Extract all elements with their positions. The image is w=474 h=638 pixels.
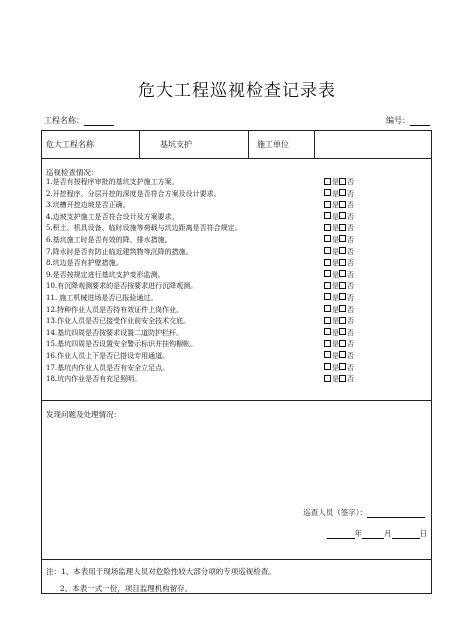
no-label: 否: [347, 351, 354, 360]
yes-checkbox-icon[interactable]: [324, 201, 331, 208]
no-checkbox-icon[interactable]: [339, 328, 346, 335]
project-name-field: [44, 115, 114, 126]
record-number-field: [386, 115, 430, 126]
yes-checkbox-icon[interactable]: [324, 235, 331, 242]
check-item-options: [324, 374, 354, 386]
yes-label: 是: [332, 201, 339, 210]
year-blank[interactable]: [327, 530, 355, 539]
inspection-form: [41, 130, 432, 594]
check-item-text: 16.作业人员上下是否已搭设专用通道。: [46, 351, 170, 360]
no-label: 否: [347, 282, 354, 291]
no-checkbox-icon[interactable]: [339, 293, 346, 300]
check-item-text: 6.基坑施工时是否有效的降、排水措施。: [46, 235, 172, 244]
yes-label: 是: [332, 270, 339, 279]
check-item-options: [324, 177, 354, 189]
check-item-text: 7.降水时是否有防止临近建筑物等沉降的措施。: [46, 247, 193, 256]
no-checkbox-icon[interactable]: [339, 340, 346, 347]
no-label: 否: [347, 212, 354, 221]
yes-checkbox-icon[interactable]: [324, 305, 331, 312]
check-item: [46, 328, 429, 340]
check-item-options: [324, 247, 354, 259]
yes-checkbox-icon[interactable]: [324, 178, 331, 185]
yes-label: 是: [332, 328, 339, 337]
yes-label: 是: [332, 293, 339, 302]
check-item-text: 11. 施工机械进场是否已报验通过。: [46, 293, 158, 302]
no-label: 否: [347, 293, 354, 302]
check-item-text: 12.特种作业人员是否持有效证件上岗作业。: [46, 305, 184, 314]
check-item-text: 1.是否有按程序审批的基坑支护施工方案。: [46, 178, 179, 186]
day-blank[interactable]: [392, 530, 420, 539]
no-checkbox-icon[interactable]: [339, 363, 346, 370]
no-checkbox-icon[interactable]: [339, 224, 346, 231]
hazard-project-value[interactable]: 基坑支护: [140, 131, 249, 158]
yes-label: 是: [332, 189, 339, 198]
check-item-options: [324, 363, 354, 375]
check-item: [46, 223, 429, 235]
year-label: 年: [354, 529, 362, 538]
no-label: 否: [347, 224, 354, 233]
check-item: [46, 293, 429, 305]
check-item-options: [324, 189, 354, 201]
check-item-text: 4.边坡支护施工是否符合设计及方案要求。: [46, 212, 179, 221]
yes-label: 是: [332, 305, 339, 314]
month-label: 月: [384, 529, 392, 538]
check-item: [46, 189, 429, 201]
check-item-options: [324, 316, 354, 328]
yes-checkbox-icon[interactable]: [324, 351, 331, 358]
yes-checkbox-icon[interactable]: [324, 212, 331, 219]
construction-unit-label: 施工单位: [249, 131, 315, 158]
check-item: [46, 212, 429, 224]
record-number-label: 编号：: [386, 116, 410, 125]
check-list: [46, 177, 429, 386]
yes-label: 是: [332, 235, 339, 244]
no-label: 否: [347, 375, 354, 384]
yes-checkbox-icon[interactable]: [324, 282, 331, 289]
construction-unit-value[interactable]: [315, 131, 431, 158]
no-checkbox-icon[interactable]: [339, 270, 346, 277]
yes-checkbox-icon[interactable]: [324, 259, 331, 266]
no-label: 否: [347, 201, 354, 210]
no-label: 否: [347, 247, 354, 256]
inspection-checks-section: [42, 159, 431, 401]
check-item: [46, 247, 429, 259]
yes-label: 是: [332, 375, 339, 384]
no-checkbox-icon[interactable]: [339, 259, 346, 266]
check-item: [46, 200, 429, 212]
yes-label: 是: [332, 224, 339, 233]
check-item-text: 15.基坑四周是否设置安全警示标识并挂钩橱帐。: [46, 340, 198, 349]
check-item-text: 2.开挖程序、分层开挖的深度是否符合方案及设计要求。: [46, 189, 221, 198]
yes-checkbox-icon[interactable]: [324, 375, 331, 382]
check-item-options: [324, 200, 354, 212]
check-item: [46, 281, 429, 293]
check-item: [46, 258, 429, 270]
no-label: 否: [347, 317, 354, 326]
check-item-options: [324, 223, 354, 235]
notes-section: [42, 560, 431, 593]
no-checkbox-icon[interactable]: [339, 178, 346, 185]
inspector-signature-field: [303, 507, 425, 518]
yes-label: 是: [332, 212, 339, 221]
yes-checkbox-icon[interactable]: [324, 189, 331, 196]
check-item-options: [324, 339, 354, 351]
record-number-blank[interactable]: [410, 117, 430, 126]
check-item-options: [324, 258, 354, 270]
yes-label: 是: [332, 247, 339, 256]
yes-checkbox-icon[interactable]: [324, 293, 331, 300]
check-item-options: [324, 235, 354, 247]
yes-checkbox-icon[interactable]: [324, 328, 331, 335]
check-item-options: [324, 212, 354, 224]
date-field: [327, 528, 428, 539]
check-item-options: [324, 351, 354, 363]
check-item: [46, 235, 429, 247]
hazard-project-label: 危大工程名称: [42, 131, 140, 158]
check-item-text: 18.坑内作业是否有充足照明。: [46, 375, 142, 384]
check-item-text: 13.作业人员是否已接受作业前安全技术交底。: [46, 317, 191, 326]
project-name-blank[interactable]: [84, 117, 114, 126]
yes-label: 是: [332, 259, 339, 268]
yes-checkbox-icon[interactable]: [324, 270, 331, 277]
check-item: [46, 351, 429, 363]
check-item-options: [324, 305, 354, 317]
check-item: [46, 316, 429, 328]
findings-section: [42, 401, 431, 560]
inspector-signature-label: 巡查人员（签字）：: [303, 508, 367, 517]
check-item: [46, 339, 429, 351]
check-item-options: [324, 281, 354, 293]
no-checkbox-icon[interactable]: [339, 247, 346, 254]
no-checkbox-icon[interactable]: [339, 235, 346, 242]
yes-checkbox-icon[interactable]: [324, 224, 331, 231]
project-name-label: 工程名称：: [44, 116, 84, 125]
check-item: [46, 270, 429, 282]
no-checkbox-icon[interactable]: [339, 305, 346, 312]
findings-title: 发现问题及处理情况：: [46, 410, 121, 419]
no-label: 否: [347, 328, 354, 337]
day-label: 日: [419, 529, 427, 538]
no-checkbox-icon[interactable]: [339, 201, 346, 208]
check-item-text: 3.坑槽开挖边坡是否正确。: [46, 201, 130, 210]
no-label: 否: [347, 363, 354, 372]
yes-label: 是: [332, 363, 339, 372]
check-item-text: 14.基坑四周是否按要求设置二道防护栏杆。: [46, 328, 184, 337]
yes-label: 是: [332, 317, 339, 326]
note-2: 2、本表一式一份，项目监理机构留存。: [60, 584, 193, 593]
month-blank[interactable]: [362, 530, 384, 539]
no-label: 否: [347, 270, 354, 279]
check-item: [46, 305, 429, 317]
note-1: 注：1、本表用于现场监理人员对危险性较大部分项的专项巡视检查。: [46, 567, 276, 576]
check-item: [46, 363, 429, 375]
no-label: 否: [347, 235, 354, 244]
no-checkbox-icon[interactable]: [339, 212, 346, 219]
no-checkbox-icon[interactable]: [339, 375, 346, 382]
no-checkbox-icon[interactable]: [339, 317, 346, 324]
page-title: 危大工程巡视检查记录表: [138, 81, 336, 101]
yes-checkbox-icon[interactable]: [324, 317, 331, 324]
yes-checkbox-icon[interactable]: [324, 340, 331, 347]
yes-label: 是: [332, 282, 339, 291]
check-item-options: [324, 328, 354, 340]
check-item-text: 9.是否按规定进行基坑支护变形监测。: [46, 270, 165, 279]
check-item-text: 17.基坑内作业人员是否有安全立足点。: [46, 363, 170, 372]
check-item: [46, 374, 429, 386]
no-label: 否: [347, 189, 354, 198]
yes-checkbox-icon[interactable]: [324, 247, 331, 254]
form-header-row: [42, 131, 431, 159]
yes-label: 是: [332, 351, 339, 360]
no-label: 否: [347, 178, 354, 186]
no-label: 否: [347, 340, 354, 349]
no-checkbox-icon[interactable]: [339, 189, 346, 196]
no-label: 否: [347, 305, 354, 314]
check-item: [46, 177, 429, 189]
check-item-options: [324, 270, 354, 282]
no-checkbox-icon[interactable]: [339, 351, 346, 358]
no-label: 否: [347, 259, 354, 268]
yes-label: 是: [332, 340, 339, 349]
check-item-text: 5.积土、机具设备、临时设施等荷载与坑边距离是否符合规定。: [46, 224, 242, 233]
yes-checkbox-icon[interactable]: [324, 363, 331, 370]
inspector-signature-blank[interactable]: [367, 509, 425, 518]
check-item-text: 8.坑边是否有护壁措施。: [46, 259, 123, 268]
no-checkbox-icon[interactable]: [339, 282, 346, 289]
check-item-options: [324, 293, 354, 305]
yes-label: 是: [332, 178, 339, 186]
check-item-text: 10.有沉降观测要求的是否按要求进行沉降观测。: [46, 282, 198, 291]
checks-title: 巡视检查情况：: [46, 168, 99, 177]
